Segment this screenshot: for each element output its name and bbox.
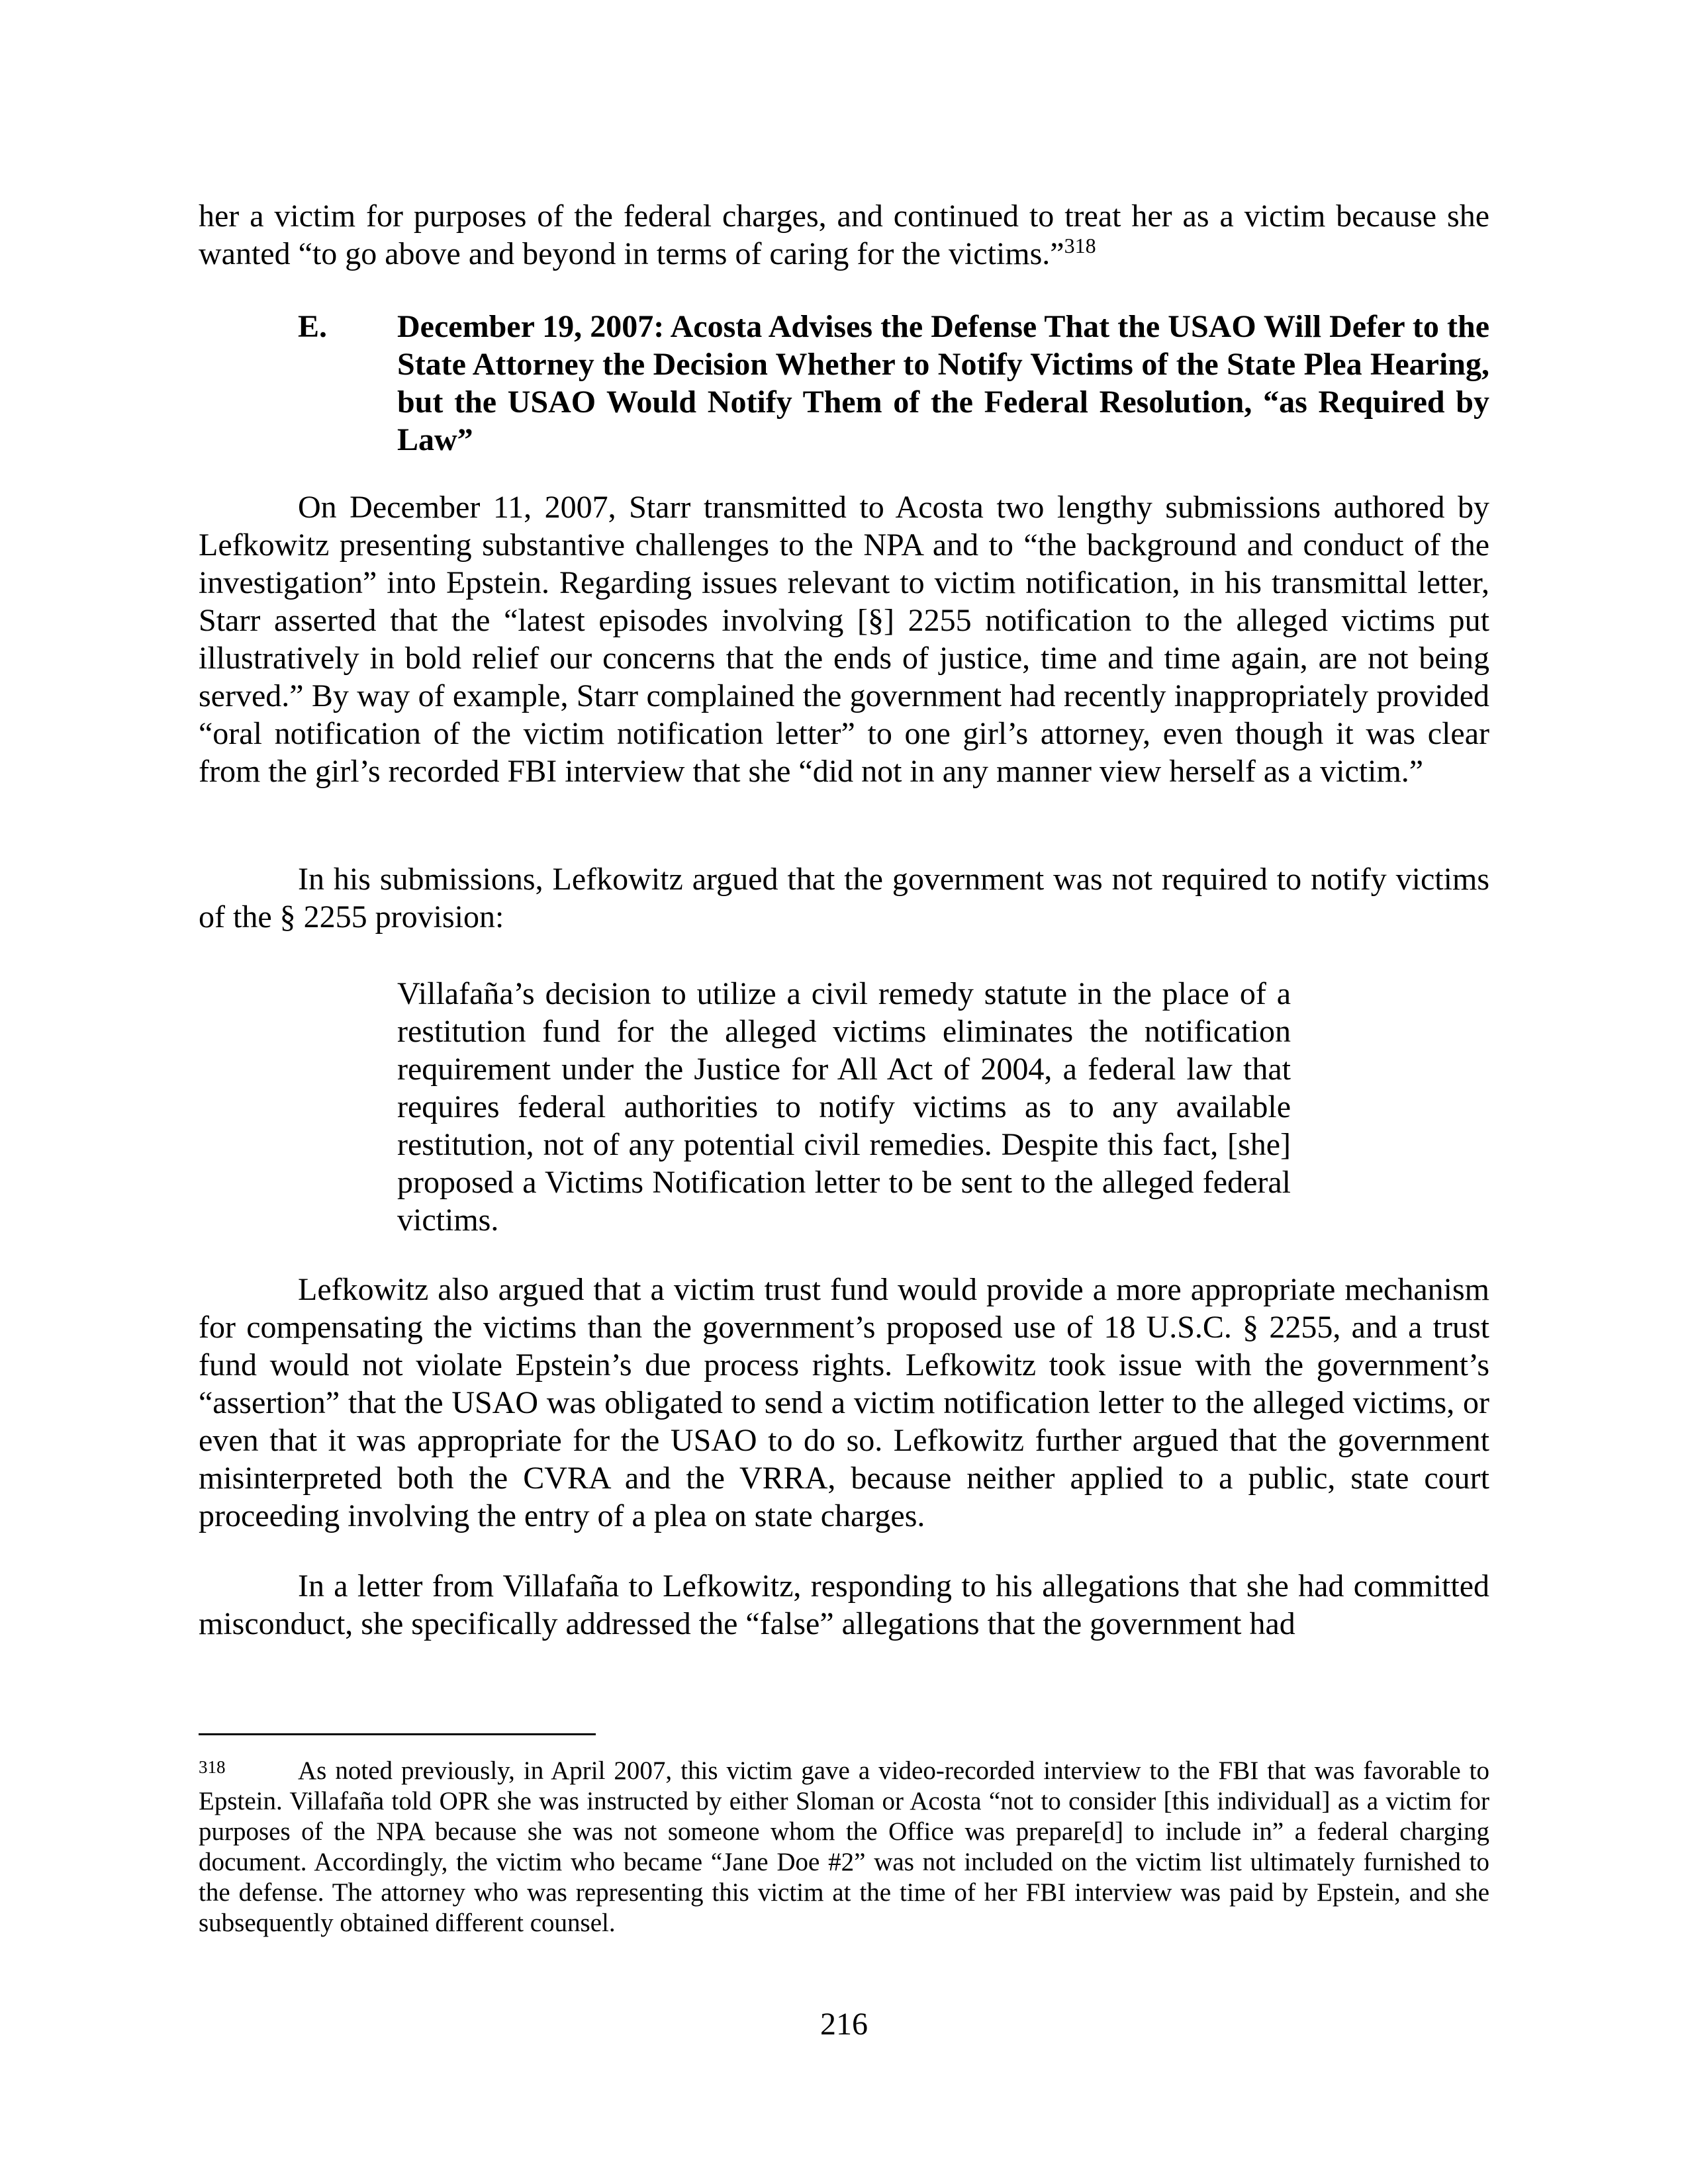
paragraph-starr-transmittal: On December 11, 2007, Starr transmitted to Acosta two lengthy submissions authored by Lefkowitz presenting substantive challenges to the NPA and to “the background and conduct of the investigation” into Epstein. Regarding issues relevant to victim notification, in his transmittal letter, Starr asserted that the “latest episodes involving [§] 2255 notification to the alleged victims put illustratively in bold relief our concerns that the ends of justice, time and time again, are not being served.” By way of example, Starr complained the government had recently inappropriately provided “oral notification of the victim notification letter” to one girl’s attorney, even though it was clear from the girl’s recorded FBI interview that she “did not in any manner view herself as a victim.” bbox=[199, 490, 1489, 789]
paragraph-lefkowitz-submissions: In his submissions, Lefkowitz argued that the government was not required to notify victims of the § 2255 provision: bbox=[199, 862, 1489, 934]
paragraph-continuation-text: her a victim for purposes of the federal charges, and continued to treat her as a victim because she wanted “to go above and beyond in terms of caring for the victims.” bbox=[199, 199, 1489, 271]
paragraph-continuation bbox=[199, 197, 1489, 273]
page-number: 216 bbox=[820, 2007, 868, 2042]
paragraph-villafana-letter: In a letter from Villafaña to Lefkowitz, responding to his allegations that she had committed misconduct, she specifically addressed the “false” allegations that the government had bbox=[199, 1569, 1489, 1641]
footnote-separator bbox=[199, 1733, 596, 1735]
footnote-reference-318: 318 bbox=[1064, 234, 1096, 257]
block-quote: Villafaña’s decision to utilize a civil remedy statute in the place of a restitution fund for the alleged victims eliminates the notification requirement under the Justice for All Act of 2004, a federal law that requires federal authorities to notify victims as to any available restitution, not of any potential civil remedies. Despite this fact, [she] proposed a Victims Notification letter to be sent to the alleged federal victims. bbox=[397, 976, 1291, 1238]
section-heading-title: December 19, 2007: Acosta Advises the Defense That the USAO Will Defer to the State Attorney the Decision Whether to Notify Victims of the State Plea Hearing, but the USAO Would Notify Them of the Federal Resolution, “as Required by Law” bbox=[397, 309, 1489, 457]
section-heading-letter: E. bbox=[298, 309, 328, 344]
footnote-text: As noted previously, in April 2007, this victim gave a video-recorded interview to the FBI that was favorable to Epstein. Villafaña told OPR she was instructed by either Sloman or Acosta “not to consider [this individual] as a victim for purposes of the NPA because she was not someone whom the Office was prepare[d] to include in” a federal charging document. Accordingly, the victim who became “Jane Doe #2” was not included on the victim list ultimately furnished to the defense. The attorney who was representing this victim at the time of her FBI interview was paid by Epstein, and she subsequently obtained different counsel. bbox=[199, 1756, 1489, 1937]
footnote-318 bbox=[199, 1756, 1489, 1938]
footnote-number: 318 bbox=[199, 1757, 226, 1777]
paragraph-trust-fund: Lefkowitz also argued that a victim trust fund would provide a more appropriate mechanism for compensating the victims than the government’s proposed use of 18 U.S.C. § 2255, and a trust fund would not violate Epstein’s due process rights. Lefkowitz took issue with the government’s “assertion” that the USAO was obligated to send a victim notification letter to the alleged victims, or even that it was appropriate for the USAO to do so. Lefkowitz further argued that the government misinterpreted both the CVRA and the VRRA, because neither applied to a public, state court proceeding involving the entry of a plea on state charges. bbox=[199, 1272, 1489, 1533]
